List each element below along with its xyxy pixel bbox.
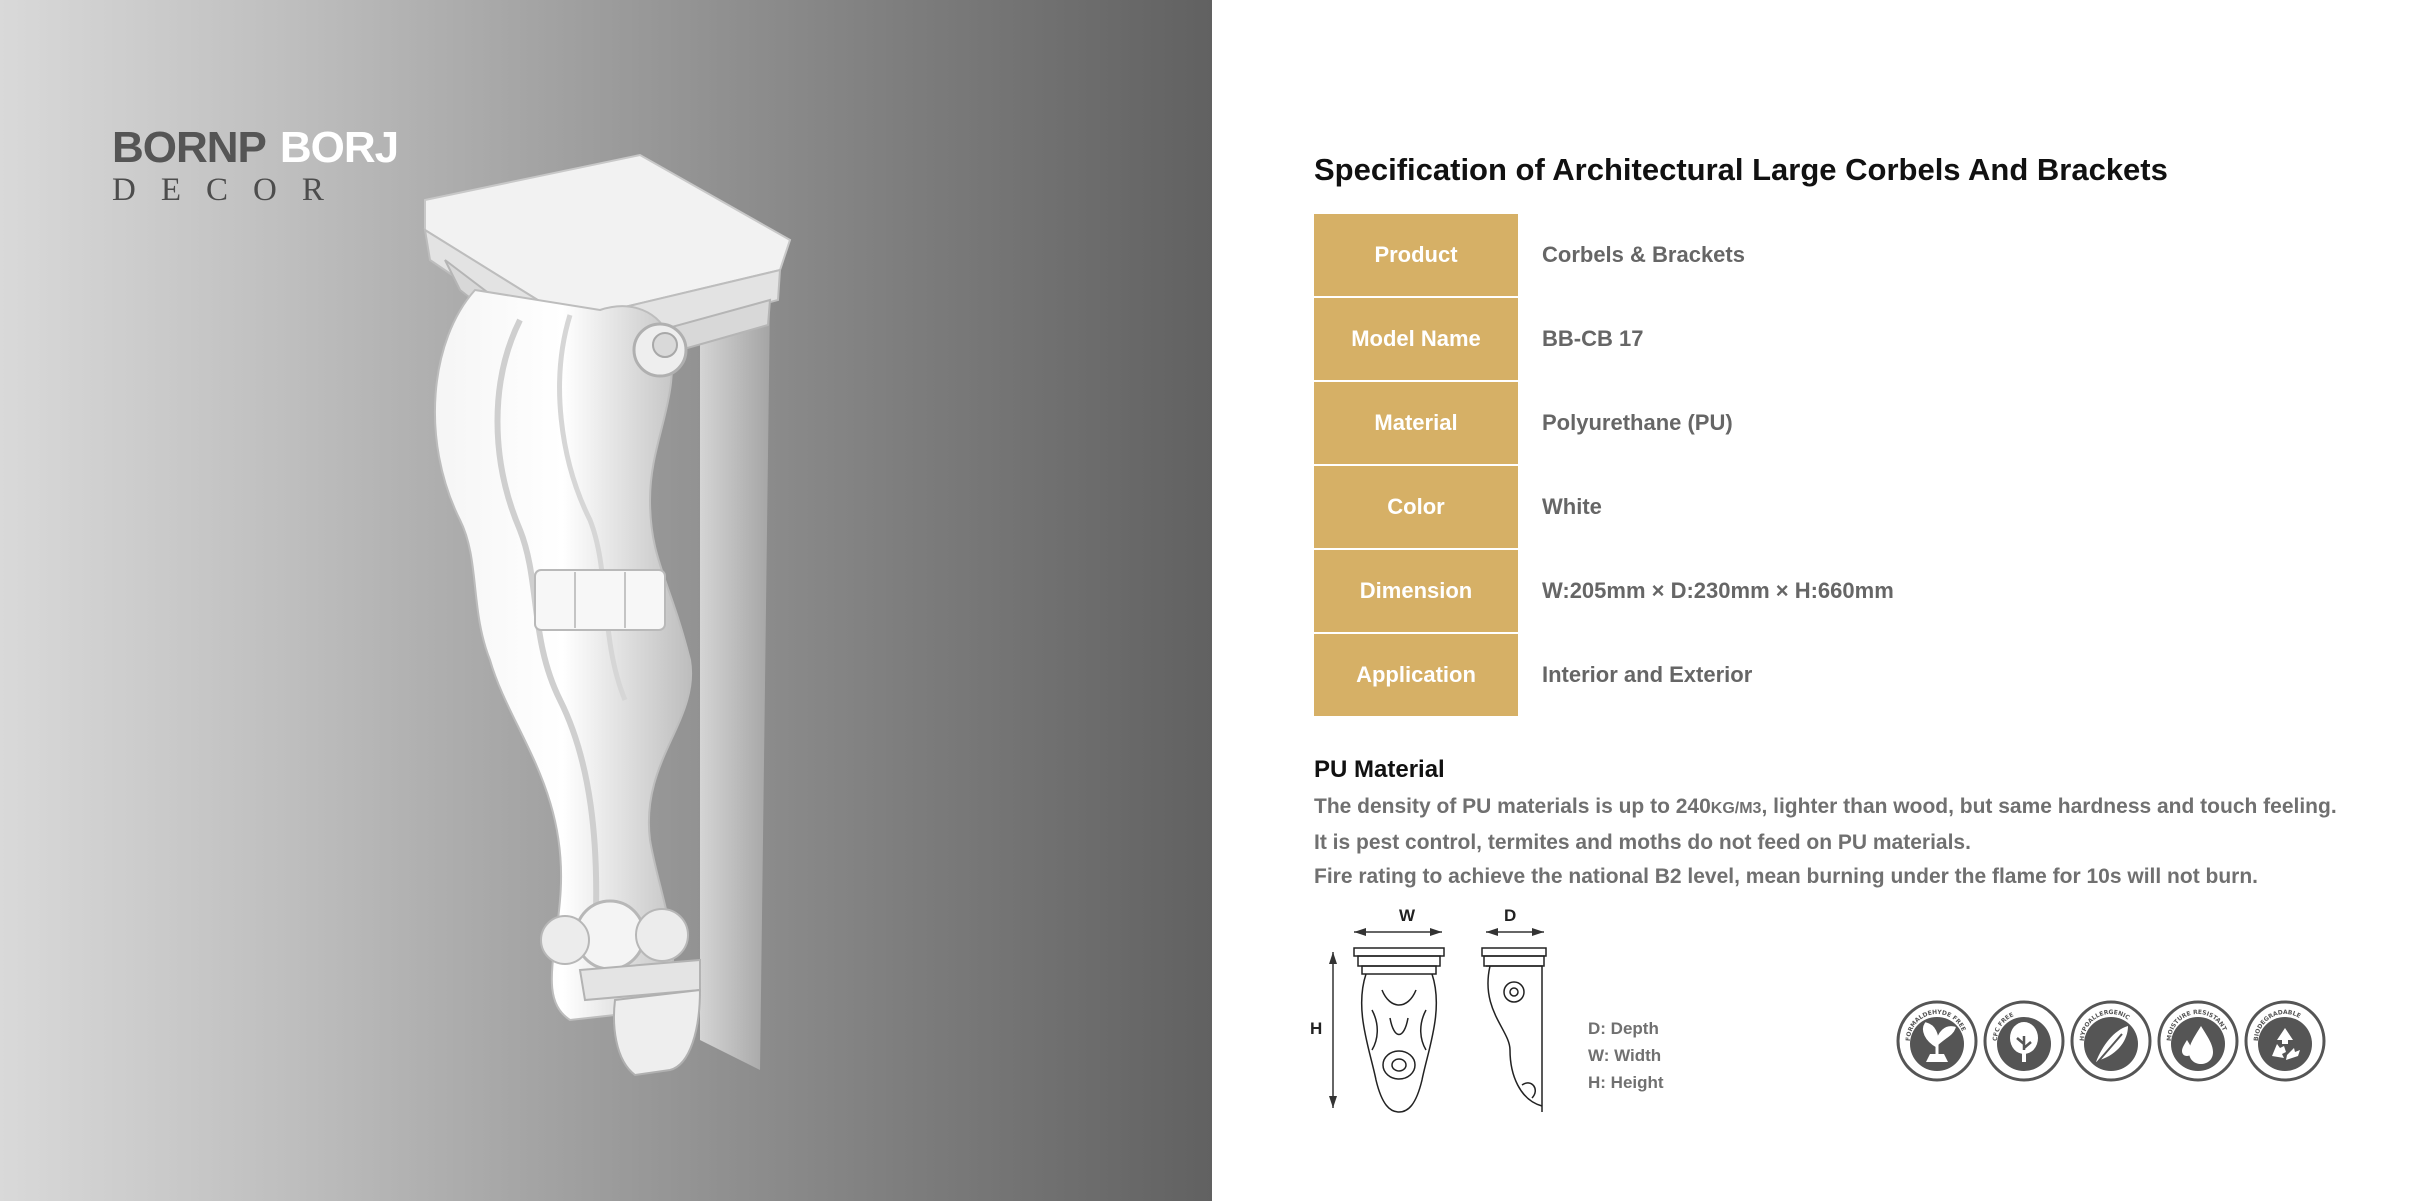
legend-height: H: Height [1588, 1073, 1664, 1092]
pu-line-3: Fire rating to achieve the national B2 level, mean burning under the flame for 10s will not burn. [1314, 865, 2259, 888]
spec-value: White [1518, 465, 2242, 549]
spec-row [1314, 465, 2242, 549]
eco-label: CFC FREE [1991, 1011, 2015, 1042]
depth-marker: D [1504, 906, 1517, 925]
spec-label: Color [1314, 465, 1518, 549]
spec-label: Material [1314, 381, 1518, 465]
droplet-icon [2157, 1000, 2239, 1082]
logo-subtitle: DECOR [112, 172, 349, 208]
pu-material-heading: PU Material [1314, 756, 1445, 783]
side-view-drawing [1482, 948, 1546, 1112]
spec-row [1314, 549, 2242, 633]
spec-row [1314, 213, 2242, 297]
recycle-icon [2244, 1000, 2326, 1082]
pu-line-1 [1314, 790, 2337, 826]
spec-label: Dimension [1314, 549, 1518, 633]
spec-row [1314, 633, 2242, 717]
pu-line-1-rest: , lighter than wood, but same hardness and touch feeling. [1761, 795, 2337, 818]
front-view-drawing [1354, 948, 1444, 1112]
specification-table [1314, 212, 2242, 718]
dimension-legend [1588, 1015, 1664, 1096]
spec-label: Model Name [1314, 297, 1518, 381]
eco-label: FORMALDEHYDE FREE [1904, 1008, 1967, 1042]
pu-line-2: It is pest control, termites and moths do not feed on PU materials. [1314, 831, 1971, 854]
pu-line-1-text: The density of PU materials is up to 240 [1314, 795, 1711, 818]
spec-row [1314, 381, 2242, 465]
spec-label: Application [1314, 633, 1518, 717]
logo-word-2: BORJ [279, 123, 399, 172]
sprout-icon [1896, 1000, 1978, 1082]
page-title: Specification of Architectural Large Corbels And Brackets [1314, 152, 2168, 187]
spec-value: Corbels & Brackets [1518, 213, 2242, 297]
dimension-diagram [1310, 900, 1570, 1120]
tree-icon [1983, 1000, 2065, 1082]
corbel-product-image [400, 140, 820, 1080]
legend-depth: D: Depth [1588, 1019, 1659, 1038]
eco-certification-icons [1896, 1000, 2326, 1082]
spec-value: Interior and Exterior [1518, 633, 2242, 717]
spec-value: BB-CB 17 [1518, 297, 2242, 381]
feather-icon [2070, 1000, 2152, 1082]
eco-label: MOISTURE RESISTANT [2165, 1008, 2228, 1042]
logo-word-1: BORNP [112, 123, 266, 172]
spec-row [1314, 297, 2242, 381]
density-unit: KG/M3 [1710, 800, 1762, 817]
spec-label: Product [1314, 213, 1518, 297]
width-marker: W [1399, 906, 1416, 925]
eco-label: HYPOALLERGENIC [2078, 1008, 2131, 1042]
height-marker: H [1310, 1019, 1323, 1038]
eco-label: BIODEGRADABLE [2252, 1008, 2302, 1042]
spec-value: Polyurethane (PU) [1518, 381, 2242, 465]
spec-value: W:205mm × D:230mm × H:660mm [1518, 549, 2242, 633]
pu-material-description [1314, 790, 2337, 894]
legend-width: W: Width [1588, 1046, 1662, 1065]
brand-logo [112, 123, 399, 209]
